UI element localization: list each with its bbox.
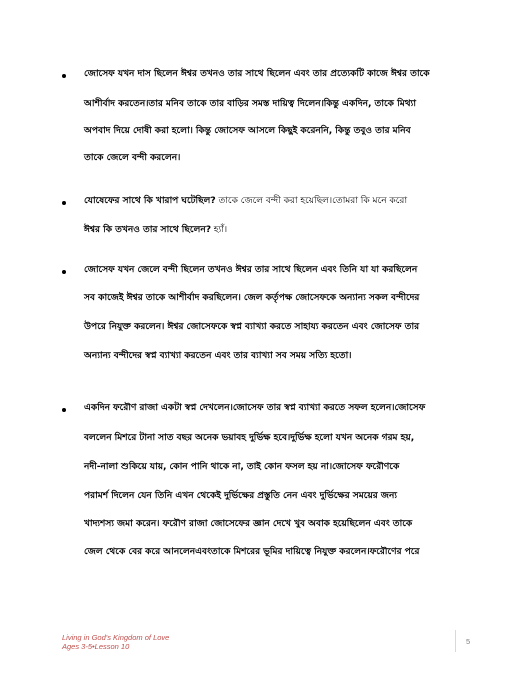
text-line: জোসেফ যখন জেলে বন্দী ছিলেন তখনও ঈশ্বর তার সাথে ছিলেন এবং তিনি যা যা করছিলেন <box>84 264 418 275</box>
bullet-dot <box>62 74 66 78</box>
bullet-dot <box>62 408 66 412</box>
footer-title: Living in God's Kingdom of Love <box>62 633 170 642</box>
footer <box>62 633 169 651</box>
text-line: অন্যান্য বন্দীদের স্বপ্ন ব্যাখ্যা করতেন এবং তার ব্যাখ্যা সব সময় সত্যি হতো। <box>84 350 352 361</box>
bullet-dot <box>62 201 66 205</box>
footer-subtitle: Ages 3-5•Lesson 10 <box>62 642 130 651</box>
text-line <box>84 224 227 236</box>
text-line: নদী-নালা শুকিয়ে যায়, কোন পানি থাকে না, তাই কোন ফসল হয় না।জোসেফ ফরৌণকে <box>84 461 400 472</box>
text-line: অপবাদ দিয়ে দোষী করা হলো। কিন্তু জোসেফ আসলে কিছুই করেননি, কিন্তু তবুও তার মনিব <box>84 125 411 136</box>
text-line: উপরে নিযুক্ত করলেন। ঈশ্বর জোসেফকে স্বপ্ন ব্যাখ্যা করতে সাহায্য করতেন এবং জোসেফ তার <box>84 321 420 332</box>
page-number: 5 <box>466 637 471 646</box>
text-line: বললেন মিশরে টানা সাত বছর অনেক ভয়াবহ দুর্ভিক্ষ হবে।দুর্ভিক্ষ হলো যখন অনেক গরম হয়, <box>84 432 415 443</box>
text-line: জেল থেকে বের করে আনলেনএবংতাকে মিশরের ভূমির দায়িত্বে নিযুক্ত করলেন।ফরৌণের পরে <box>84 546 420 557</box>
question-text: যোষেফের সাথে কি খারাপ ঘটেছিল? <box>84 195 216 206</box>
text-line: একদিন ফরৌণ রাজা একটা স্বপ্ন দেখলেন।জোসেফ তার স্বপ্ন ব্যাখ্যা করতে সফল হলেন।জোসেফ <box>84 402 426 413</box>
text-line: জোসেফ যখন দাস ছিলেন ঈশ্বর তখনও তার সাথে ছিলেন এবং তার প্রত্যেকটি কাজে ঈশ্বর তাকে <box>84 68 430 79</box>
text-line: তাকে জেলে বন্দী করলেন। <box>84 152 181 163</box>
text-line: পরামর্শ দিলেন যেন তিনি এখন থেকেই দুর্ভিক্ষের প্রস্তুতি নেন এবং দুর্ভিক্ষের সময়ের জন্য <box>84 490 397 501</box>
answer-text: তাকে জেলে বন্দী করা হয়েছিল।তোমরা কি মনে করো <box>215 195 408 206</box>
answer-text: হ্যাঁ। <box>210 224 228 235</box>
footer-divider <box>455 630 456 652</box>
text-line <box>84 195 407 207</box>
text-line: সব কাজেই ঈশ্বর তাকে আশীর্বাদ করছিলেন। জেল কর্তৃপক্ষ জোসেফকে অন্যান্য সকল বন্দীদের <box>84 292 420 303</box>
text-line: আশীর্বাদ করতেন।তার মনিব তাকে তার বাড়ির সমস্ত দায়িত্ব দিলেন।কিন্তু একদিন, তাকে মিথ্যা <box>84 98 416 109</box>
bullet-dot <box>62 270 66 274</box>
text-line: খাদ্যশস্য জমা করেন। ফরৌণ রাজা জোসেফের জ্ঞান দেখে খুব অবাক হয়েছিলেন এবং তাকে <box>84 518 413 529</box>
question-text: ঈশ্বর কি তখনও তার সাথে ছিলেন? <box>84 224 211 235</box>
